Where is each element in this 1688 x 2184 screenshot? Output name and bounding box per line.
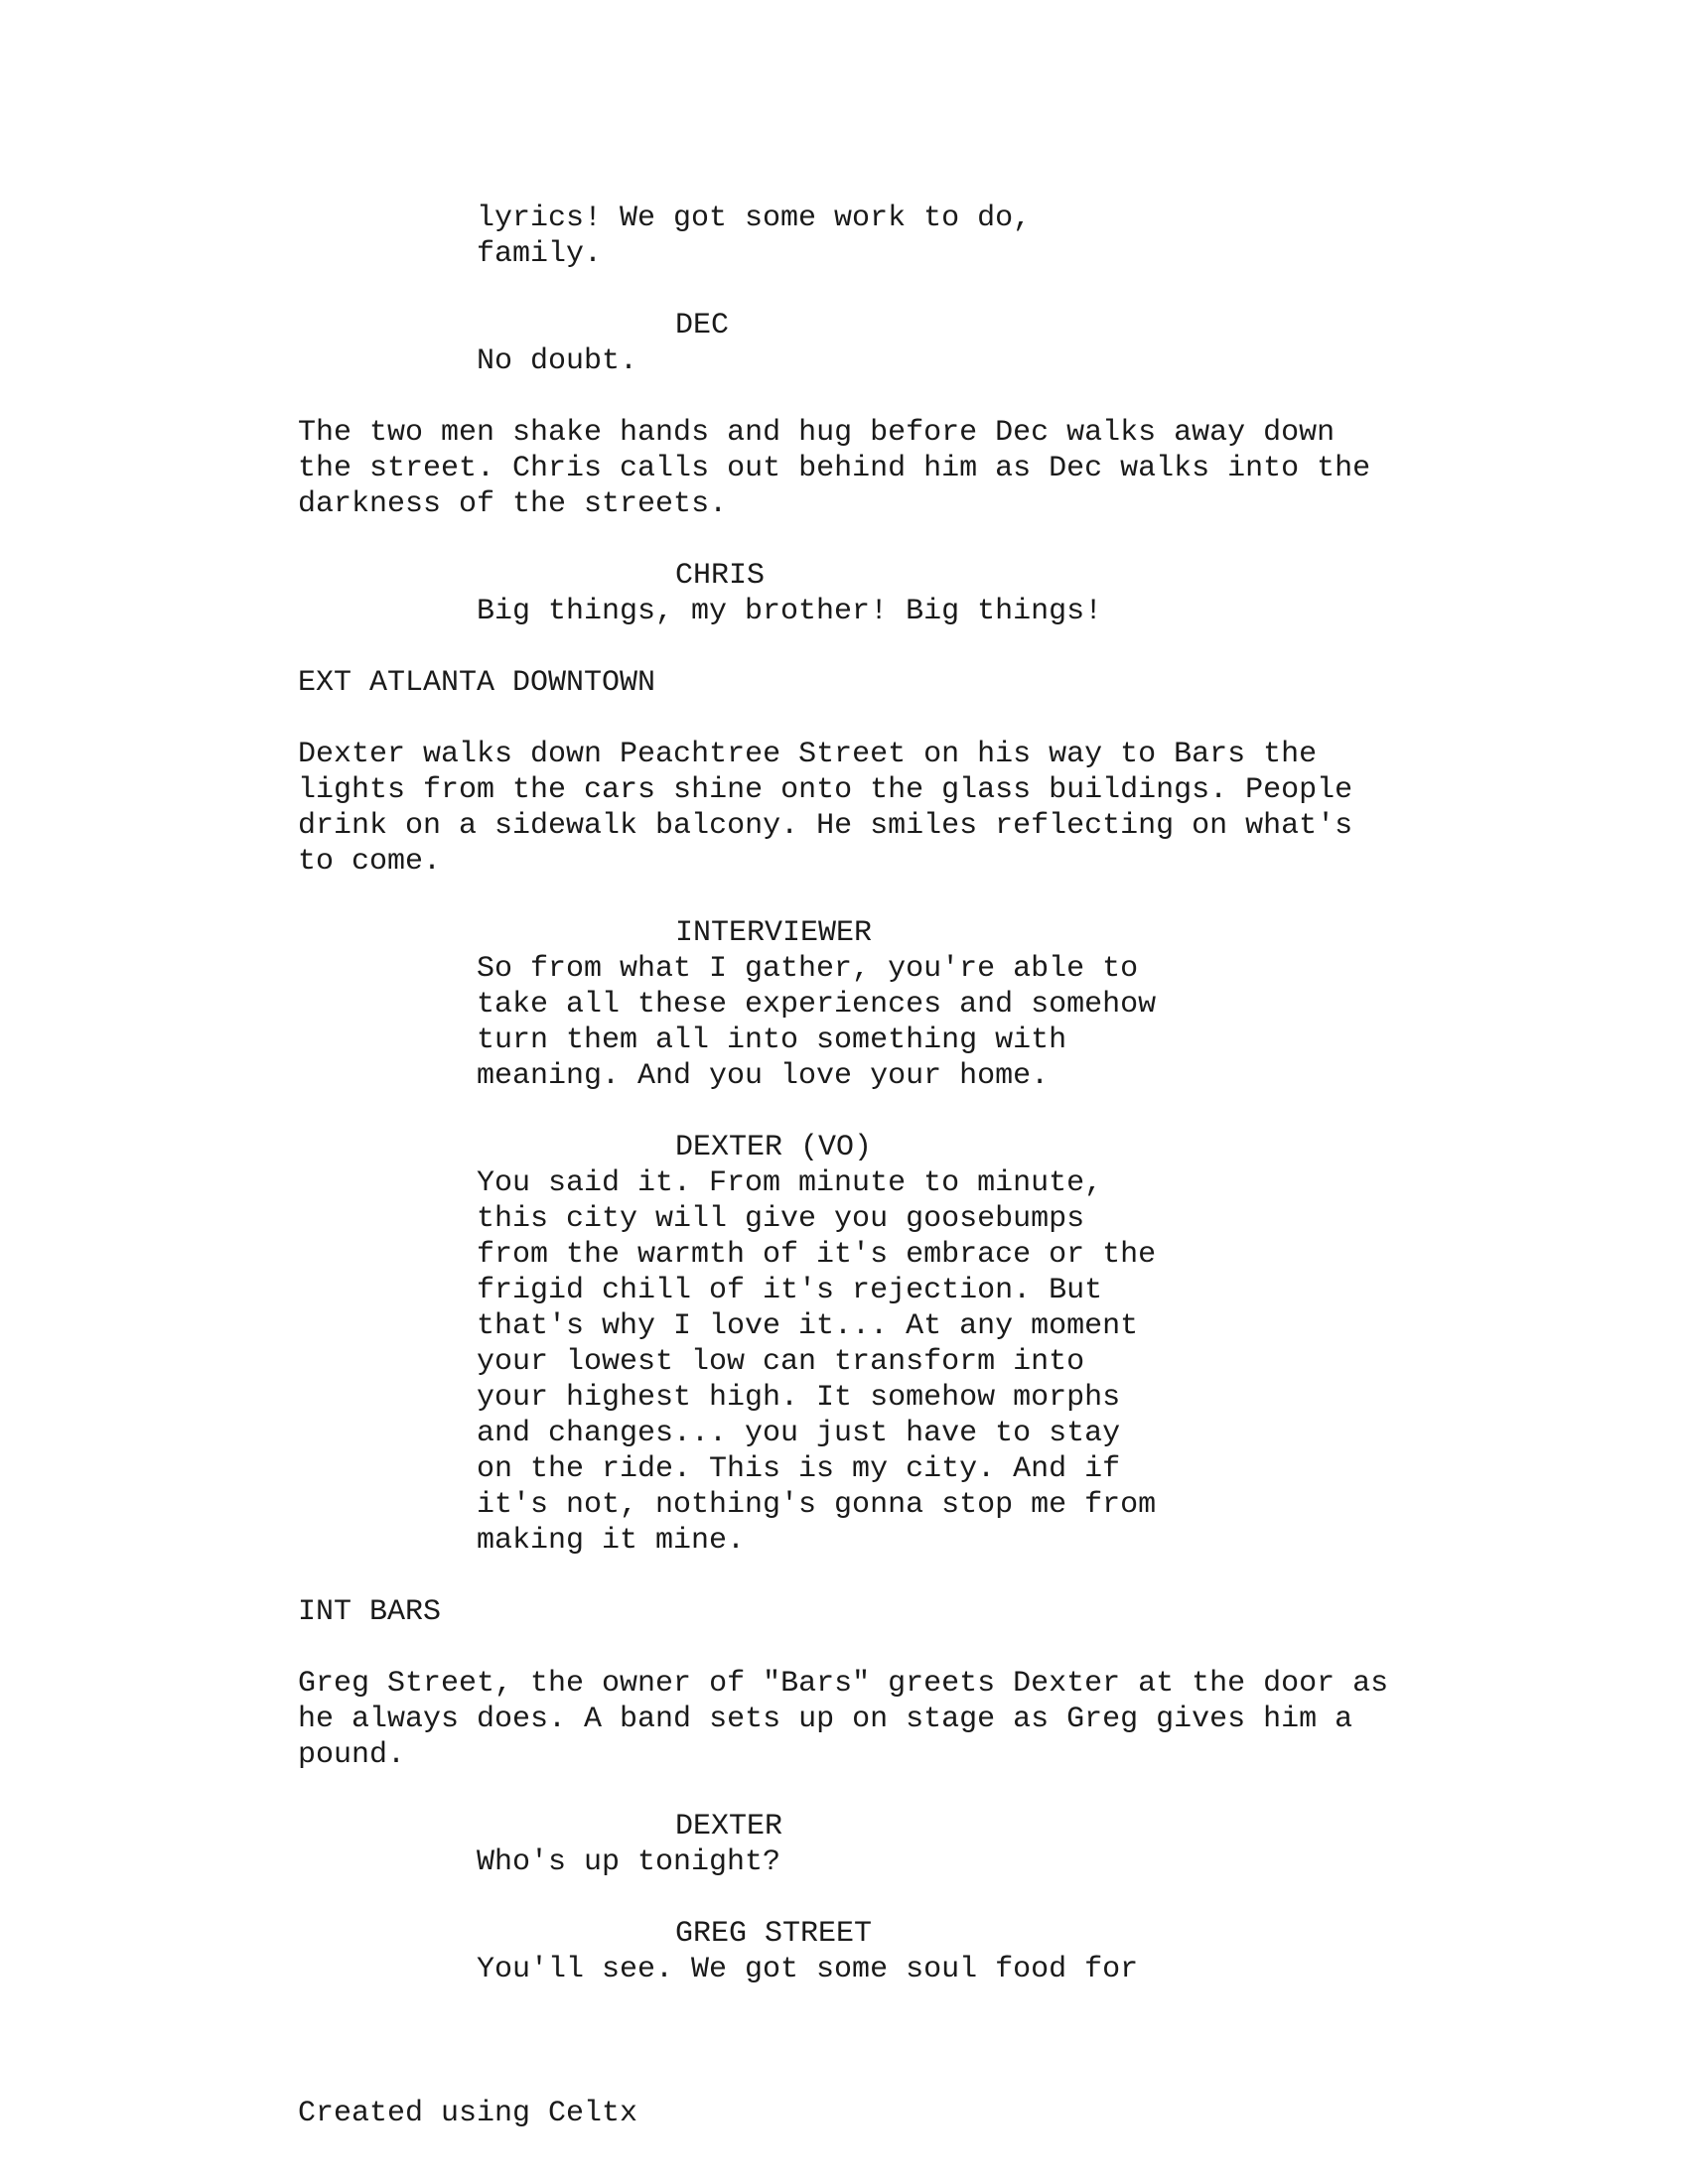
dialogue-block: You'll see. We got some soul food for [477, 1953, 1139, 1986]
character-name: DEC [675, 309, 730, 342]
screenplay-page-body [0, 201, 1688, 2023]
action-block: Greg Street, the owner of "Bars" greets Dexter at the door as he always does. A band sets up on stage as Greg gives him a pound. [298, 1667, 1389, 1772]
character-name: DEXTER [675, 1810, 783, 1843]
dialogue-block: So from what I gather, you're able to take all these experiences and somehow turn them all into something with meaning. And you love your home. [477, 952, 1157, 1093]
character-name: INTERVIEWER [675, 916, 873, 950]
dialogue-block: Who's up tonight? [477, 1845, 781, 1879]
character-name: DEXTER (VO) [675, 1131, 873, 1164]
dialogue-block: Big things, my brother! Big things! [477, 595, 1103, 628]
character-name: GREG STREET [675, 1917, 873, 1951]
dialogue-block: No doubt. [477, 344, 638, 378]
action-block: The two men shake hands and hug before Dec walks away down the street. Chris calls out behind him as Dec walks into the darkness of the streets. [298, 416, 1371, 521]
page-footer: Created using Celtx [298, 2097, 638, 2130]
dialogue-block: You said it. From minute to minute, this city will give you goosebumps from the warmth of it's embrace or the frigid chill of it's rejection. But that's why I love it... At any moment your lowest low can transform into your highest high. It somehow morphs and changes... you just have to stay on the ride. This is my city. And if it's not, nothing's gonna stop me from making it mine. [477, 1166, 1157, 1558]
scene-heading: INT BARS [298, 1595, 442, 1629]
scene-heading: EXT ATLANTA DOWNTOWN [298, 666, 656, 700]
dialogue-block: lyrics! We got some work to do, family. [477, 202, 1032, 271]
action-block: Dexter walks down Peachtree Street on his way to Bars the lights from the cars shine onto the glass buildings. People drink on a sidewalk balcony. He smiles reflecting on what's to come. [298, 738, 1353, 879]
character-name: CHRIS [675, 559, 766, 593]
